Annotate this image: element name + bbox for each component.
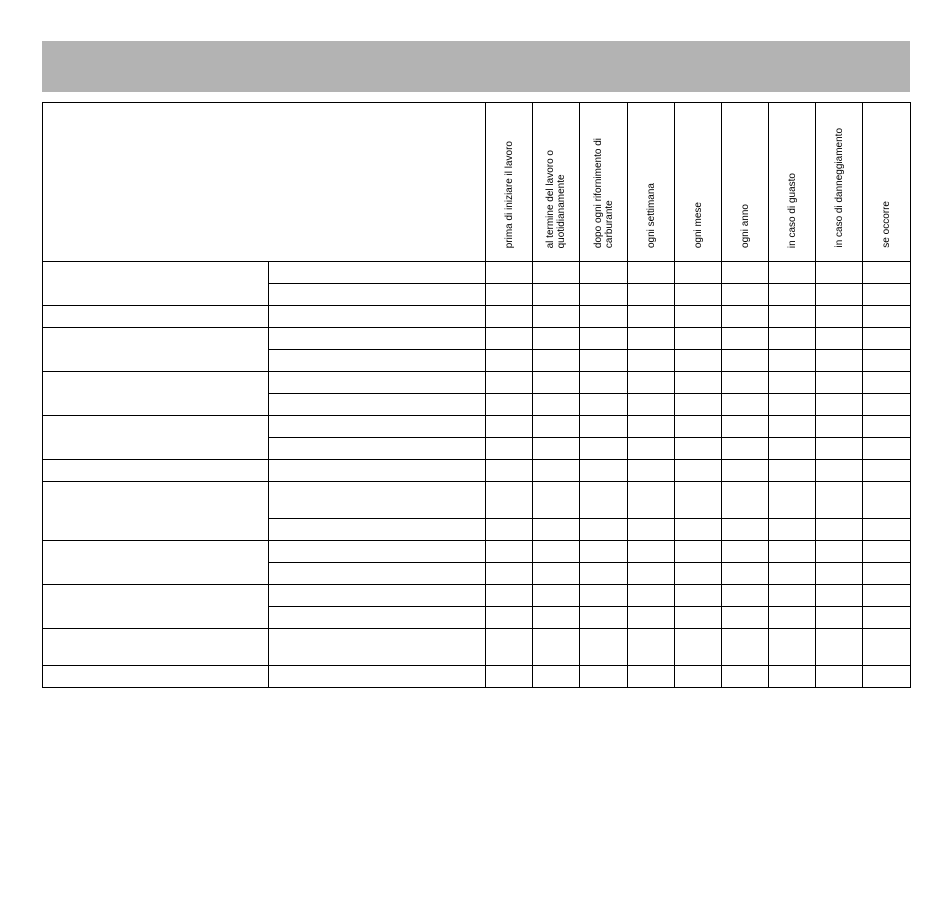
schedule-check-cell [486, 666, 533, 688]
component-cell [43, 306, 269, 328]
schedule-check-cell [628, 629, 675, 666]
component-cell [43, 482, 269, 541]
component-cell [43, 541, 269, 585]
schedule-check-cell [863, 372, 911, 394]
schedule-check-cell [533, 416, 580, 438]
schedule-check-cell [675, 519, 722, 541]
component-cell [43, 328, 269, 372]
col-header-as-needed [863, 103, 911, 262]
action-cell [269, 629, 486, 666]
schedule-check-cell [580, 519, 628, 541]
action-cell [269, 262, 486, 284]
schedule-check-cell [486, 284, 533, 306]
schedule-check-cell [486, 482, 533, 519]
schedule-check-cell [580, 394, 628, 416]
schedule-check-cell [486, 306, 533, 328]
schedule-check-cell [628, 438, 675, 460]
schedule-check-cell [533, 629, 580, 666]
schedule-check-cell [816, 262, 863, 284]
table-row [43, 372, 911, 394]
schedule-check-cell [580, 607, 628, 629]
schedule-check-cell [816, 629, 863, 666]
col-header-on-failure [769, 103, 816, 262]
schedule-check-cell [580, 541, 628, 563]
schedule-check-cell [580, 563, 628, 585]
schedule-check-cell [533, 666, 580, 688]
col-header-label: in caso di danneggiamento [833, 128, 845, 248]
schedule-check-cell [675, 394, 722, 416]
schedule-check-cell [722, 328, 769, 350]
schedule-check-cell [628, 284, 675, 306]
schedule-check-cell [486, 563, 533, 585]
schedule-check-cell [722, 394, 769, 416]
schedule-check-cell [722, 563, 769, 585]
component-cell [43, 416, 269, 460]
schedule-check-cell [769, 460, 816, 482]
action-cell [269, 585, 486, 607]
table-row [43, 416, 911, 438]
schedule-check-cell [580, 262, 628, 284]
schedule-check-cell [863, 519, 911, 541]
schedule-check-cell [628, 328, 675, 350]
table-row [43, 541, 911, 563]
schedule-check-cell [486, 519, 533, 541]
schedule-check-cell [628, 306, 675, 328]
action-cell [269, 563, 486, 585]
schedule-check-cell [769, 519, 816, 541]
schedule-check-cell [863, 284, 911, 306]
schedule-check-cell [722, 306, 769, 328]
maintenance-schedule-table [42, 102, 911, 688]
schedule-check-cell [769, 416, 816, 438]
schedule-check-cell [628, 394, 675, 416]
schedule-check-cell [816, 438, 863, 460]
col-header-weekly [628, 103, 675, 262]
schedule-check-cell [675, 262, 722, 284]
schedule-check-cell [863, 394, 911, 416]
action-cell [269, 541, 486, 563]
schedule-check-cell [486, 541, 533, 563]
schedule-check-cell [722, 284, 769, 306]
schedule-check-cell [816, 328, 863, 350]
table-row [43, 328, 911, 350]
schedule-check-cell [533, 438, 580, 460]
action-cell [269, 482, 486, 519]
schedule-check-cell [722, 519, 769, 541]
schedule-check-cell [816, 394, 863, 416]
schedule-check-cell [863, 416, 911, 438]
schedule-check-cell [863, 262, 911, 284]
schedule-check-cell [628, 372, 675, 394]
schedule-check-cell [769, 607, 816, 629]
schedule-check-cell [863, 666, 911, 688]
schedule-check-cell [722, 372, 769, 394]
action-cell [269, 416, 486, 438]
table-row [43, 306, 911, 328]
schedule-check-cell [769, 306, 816, 328]
header-row [43, 103, 911, 262]
schedule-check-cell [533, 607, 580, 629]
action-cell [269, 350, 486, 372]
schedule-check-cell [863, 629, 911, 666]
schedule-check-cell [769, 438, 816, 460]
schedule-check-cell [628, 482, 675, 519]
action-cell [269, 460, 486, 482]
schedule-check-cell [722, 482, 769, 519]
schedule-check-cell [816, 416, 863, 438]
schedule-check-cell [533, 328, 580, 350]
action-cell [269, 306, 486, 328]
table-row [43, 460, 911, 482]
action-cell [269, 438, 486, 460]
schedule-check-cell [816, 284, 863, 306]
schedule-check-cell [722, 585, 769, 607]
action-cell [269, 328, 486, 350]
table-row [43, 666, 911, 688]
action-cell [269, 666, 486, 688]
schedule-check-cell [863, 585, 911, 607]
action-cell [269, 284, 486, 306]
schedule-check-cell [863, 306, 911, 328]
col-header-label: prima di iniziare il lavoro [503, 140, 515, 248]
component-cell [43, 262, 269, 306]
schedule-check-cell [628, 541, 675, 563]
schedule-check-cell [722, 460, 769, 482]
schedule-check-cell [863, 328, 911, 350]
schedule-check-cell [533, 394, 580, 416]
schedule-check-cell [580, 438, 628, 460]
schedule-check-cell [533, 306, 580, 328]
schedule-check-cell [486, 328, 533, 350]
schedule-check-cell [769, 328, 816, 350]
schedule-check-cell [722, 666, 769, 688]
schedule-check-cell [816, 482, 863, 519]
schedule-check-cell [628, 607, 675, 629]
component-cell [43, 460, 269, 482]
schedule-check-cell [675, 666, 722, 688]
schedule-check-cell [769, 585, 816, 607]
schedule-check-cell [486, 372, 533, 394]
col-header-monthly [675, 103, 722, 262]
component-cell [43, 372, 269, 416]
table-row [43, 262, 911, 284]
schedule-check-cell [722, 629, 769, 666]
component-cell [43, 585, 269, 629]
schedule-check-cell [580, 328, 628, 350]
schedule-check-cell [675, 306, 722, 328]
schedule-check-cell [675, 438, 722, 460]
schedule-check-cell [863, 541, 911, 563]
schedule-check-cell [816, 372, 863, 394]
schedule-check-cell [533, 284, 580, 306]
schedule-check-cell [628, 519, 675, 541]
schedule-check-cell [580, 482, 628, 519]
schedule-check-cell [580, 372, 628, 394]
table-row [43, 585, 911, 607]
schedule-check-cell [580, 350, 628, 372]
schedule-check-cell [816, 585, 863, 607]
col-header-label: ogni mese [692, 201, 704, 248]
col-header-label: se occorre [881, 201, 892, 248]
schedule-check-cell [486, 607, 533, 629]
col-header-label: ogni anno [739, 204, 751, 248]
schedule-check-cell [486, 416, 533, 438]
schedule-check-cell [486, 350, 533, 372]
schedule-check-cell [816, 519, 863, 541]
component-cell [43, 666, 269, 688]
schedule-check-cell [533, 460, 580, 482]
component-cell [43, 629, 269, 666]
schedule-check-cell [580, 416, 628, 438]
schedule-check-cell [769, 541, 816, 563]
schedule-check-cell [769, 350, 816, 372]
schedule-check-cell [863, 607, 911, 629]
schedule-check-cell [675, 585, 722, 607]
schedule-check-cell [486, 438, 533, 460]
schedule-check-cell [722, 416, 769, 438]
schedule-check-cell [675, 284, 722, 306]
schedule-check-cell [675, 541, 722, 563]
schedule-check-cell [580, 460, 628, 482]
schedule-check-cell [863, 460, 911, 482]
schedule-check-cell [533, 541, 580, 563]
schedule-check-cell [533, 372, 580, 394]
schedule-check-cell [533, 262, 580, 284]
col-header-on-damage [816, 103, 863, 262]
schedule-check-cell [628, 563, 675, 585]
col-header-yearly [722, 103, 769, 262]
schedule-check-cell [816, 350, 863, 372]
schedule-check-cell [769, 284, 816, 306]
schedule-check-cell [863, 350, 911, 372]
schedule-check-cell [769, 394, 816, 416]
schedule-check-cell [486, 629, 533, 666]
schedule-check-cell [628, 416, 675, 438]
schedule-check-cell [628, 460, 675, 482]
col-header-label: in caso di guasto [786, 172, 798, 248]
schedule-check-cell [722, 607, 769, 629]
table-row [43, 629, 911, 666]
schedule-check-cell [769, 262, 816, 284]
schedule-check-cell [769, 563, 816, 585]
title-bar [42, 41, 910, 92]
col-header-label: al termine del lavoro o quotidianamente [545, 149, 567, 248]
schedule-check-cell [722, 541, 769, 563]
schedule-check-cell [675, 460, 722, 482]
header-blank-cell [43, 103, 486, 262]
schedule-check-cell [533, 563, 580, 585]
col-header-end-of-work-daily [533, 103, 580, 262]
schedule-check-cell [533, 585, 580, 607]
col-header-label: ogni settimana [645, 182, 657, 248]
col-header-before-work [486, 103, 533, 262]
schedule-check-cell [722, 262, 769, 284]
schedule-check-cell [486, 585, 533, 607]
schedule-check-cell [863, 438, 911, 460]
schedule-check-cell [628, 350, 675, 372]
schedule-check-cell [722, 438, 769, 460]
schedule-check-cell [675, 350, 722, 372]
schedule-check-cell [675, 482, 722, 519]
schedule-check-cell [533, 350, 580, 372]
col-header-after-refuel [580, 103, 628, 262]
schedule-check-cell [675, 563, 722, 585]
action-cell [269, 372, 486, 394]
schedule-check-cell [486, 262, 533, 284]
schedule-check-cell [533, 519, 580, 541]
schedule-check-cell [769, 666, 816, 688]
schedule-check-cell [769, 629, 816, 666]
schedule-check-cell [816, 541, 863, 563]
schedule-check-cell [816, 563, 863, 585]
schedule-check-cell [863, 563, 911, 585]
schedule-check-cell [628, 585, 675, 607]
action-cell [269, 519, 486, 541]
schedule-check-cell [580, 284, 628, 306]
col-header-label: dopo ogni rifornimento di carburante [592, 137, 615, 248]
action-cell [269, 607, 486, 629]
schedule-check-cell [769, 482, 816, 519]
schedule-check-cell [580, 306, 628, 328]
schedule-check-cell [816, 666, 863, 688]
table-row [43, 482, 911, 519]
schedule-check-cell [769, 372, 816, 394]
schedule-check-cell [580, 629, 628, 666]
schedule-check-cell [722, 350, 769, 372]
schedule-check-cell [675, 372, 722, 394]
schedule-check-cell [675, 328, 722, 350]
schedule-body [43, 262, 911, 688]
schedule-check-cell [628, 666, 675, 688]
schedule-check-cell [816, 306, 863, 328]
schedule-check-cell [816, 460, 863, 482]
schedule-check-cell [863, 482, 911, 519]
schedule-check-cell [486, 460, 533, 482]
schedule-check-cell [486, 394, 533, 416]
schedule-check-cell [675, 607, 722, 629]
schedule-check-cell [580, 585, 628, 607]
schedule-check-cell [675, 416, 722, 438]
schedule-check-cell [580, 666, 628, 688]
schedule-check-cell [628, 262, 675, 284]
schedule-check-cell [675, 629, 722, 666]
action-cell [269, 394, 486, 416]
schedule-check-cell [533, 482, 580, 519]
schedule-check-cell [816, 607, 863, 629]
